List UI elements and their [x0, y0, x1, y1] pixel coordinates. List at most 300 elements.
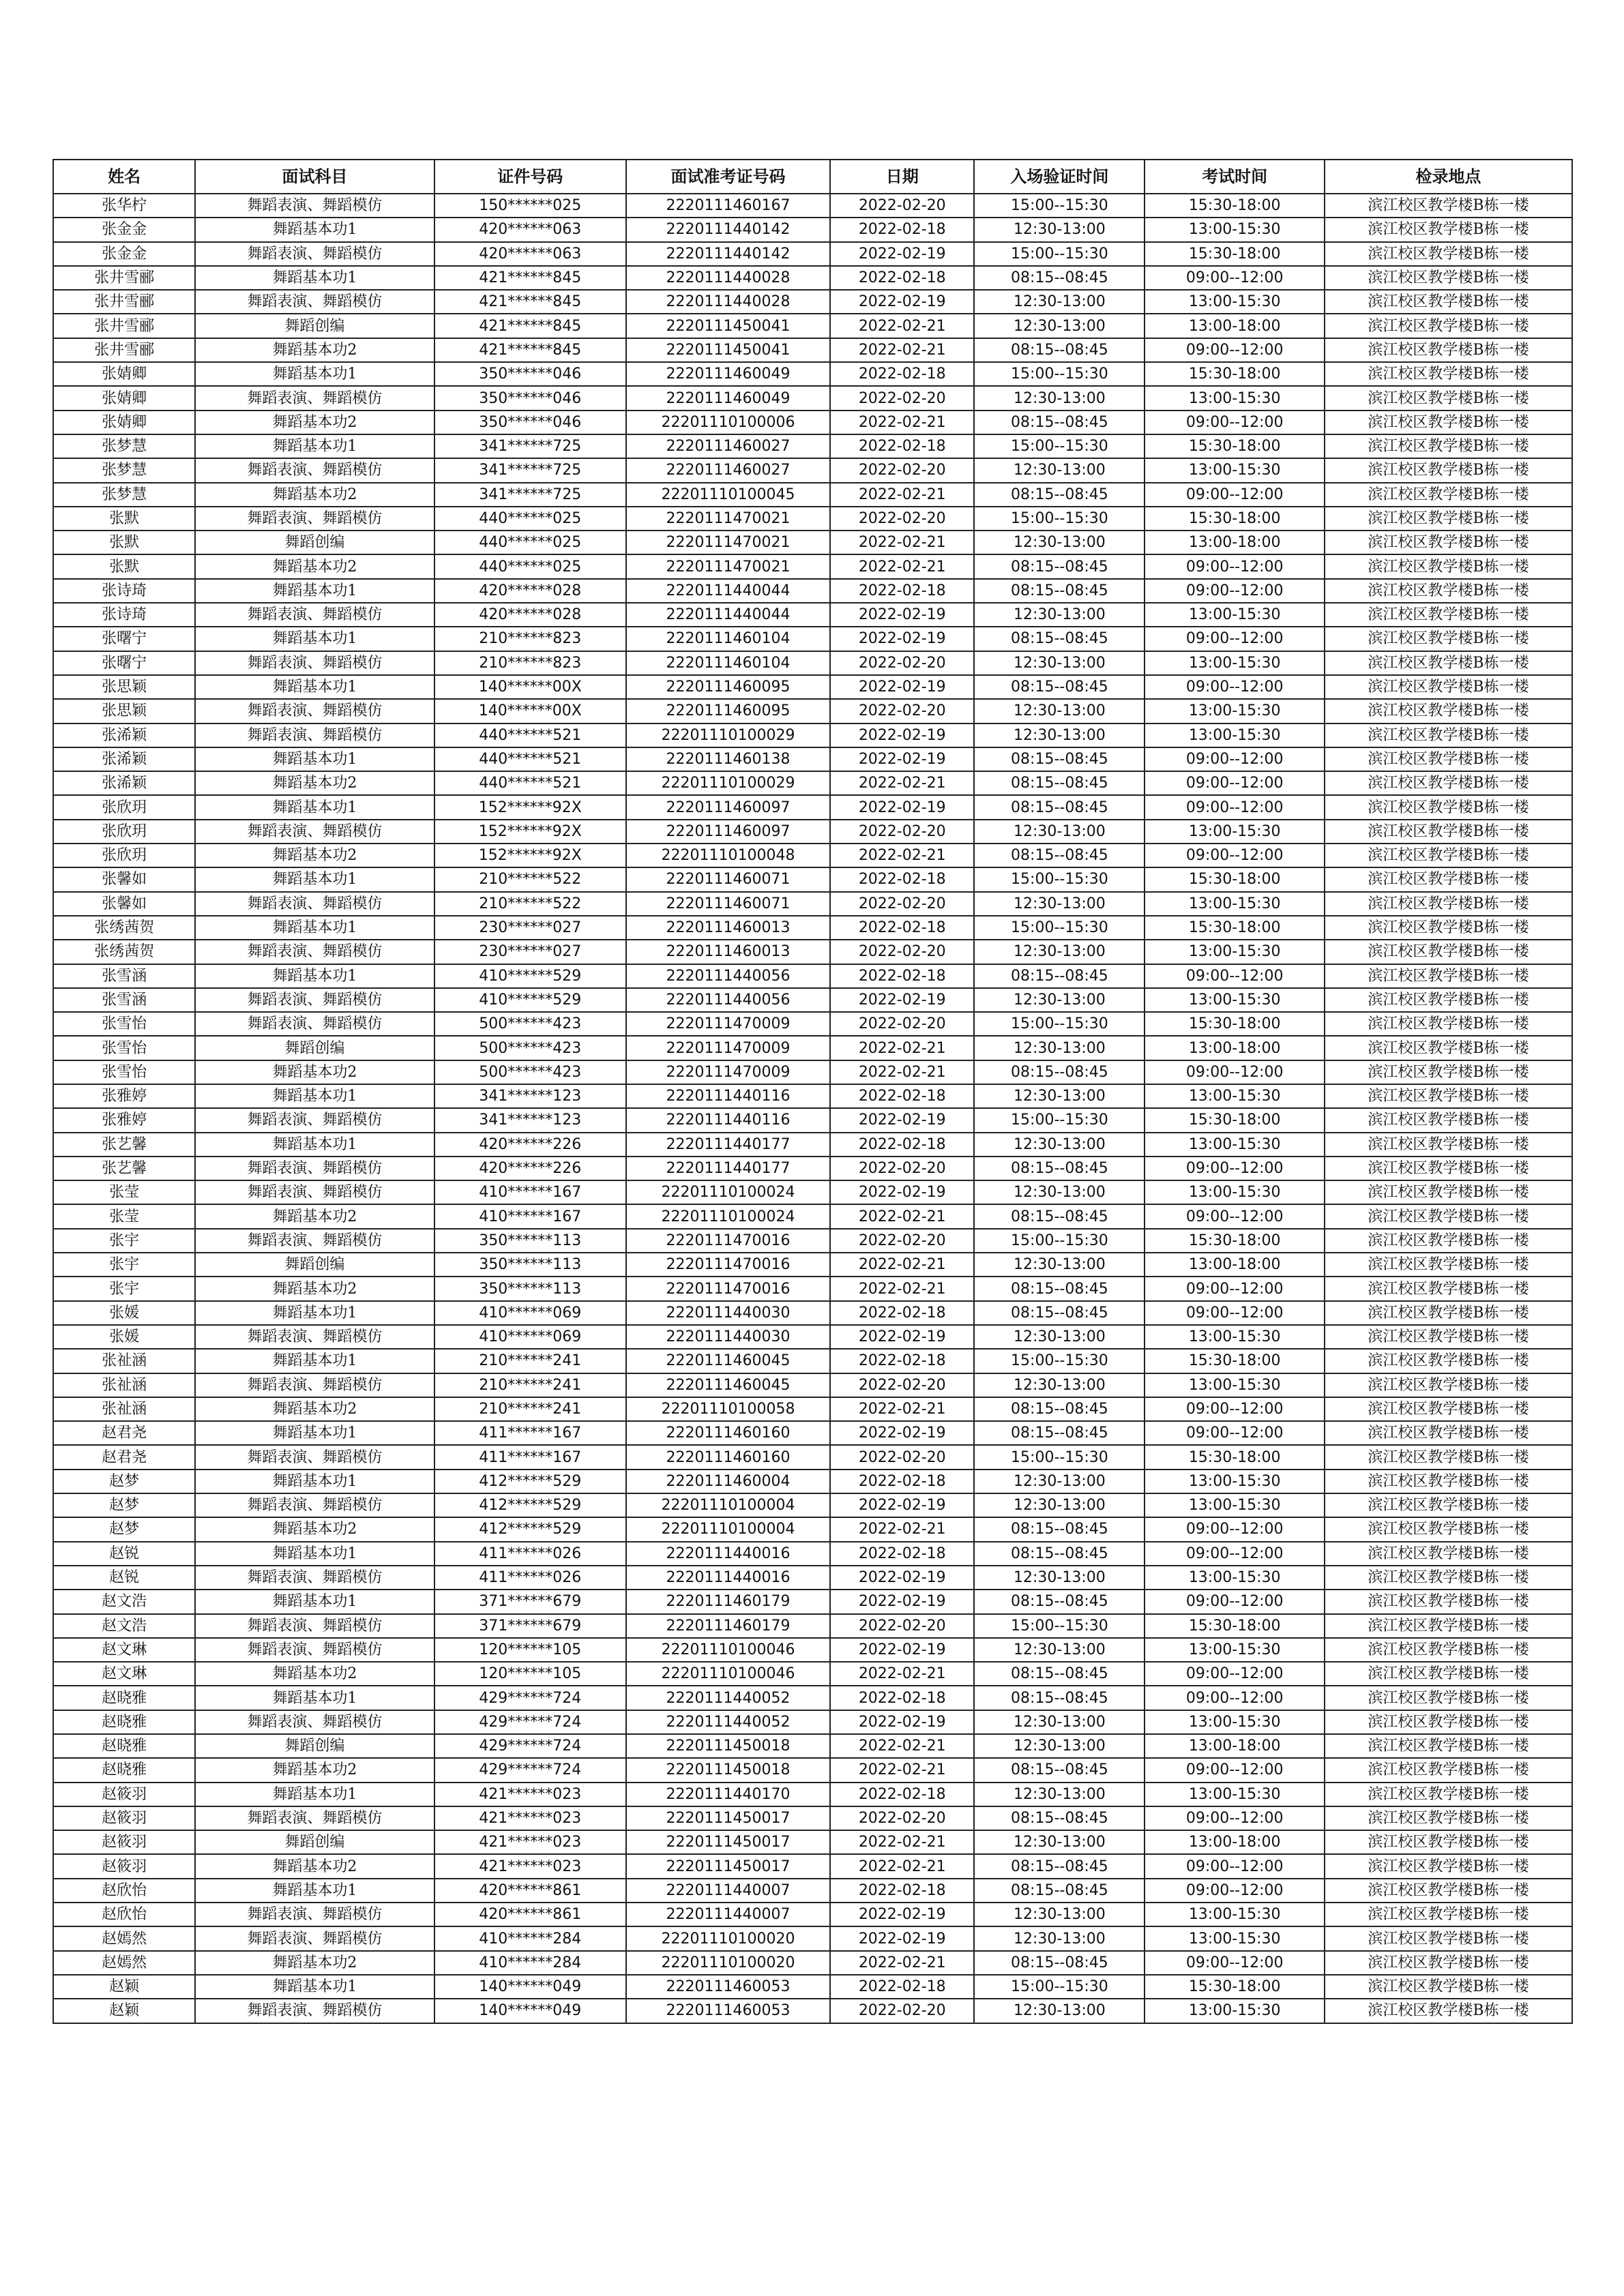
cell-subject: 舞蹈基本功1: [195, 1590, 434, 1613]
cell-exam-time: 15:30-18:00: [1145, 1229, 1325, 1253]
cell-name: 张雪怡: [53, 1060, 195, 1084]
cell-date: 2022-02-21: [830, 411, 974, 434]
cell-exam-time: 13:00-15:30: [1145, 1566, 1325, 1590]
cell-name: 张祉涵: [53, 1397, 195, 1421]
cell-checkin-time: 15:00--15:30: [974, 194, 1145, 218]
cell-name: 张井雪郦: [53, 266, 195, 290]
cell-admission-number: 22201110100029: [626, 724, 830, 747]
table-row: [53, 1879, 1572, 1903]
cell-location: 滨江校区教学楼B栋一楼: [1325, 988, 1572, 1012]
cell-name: 张宇: [53, 1229, 195, 1253]
table-row: [53, 1470, 1572, 1493]
table-row: [53, 1999, 1572, 2023]
cell-location: 滨江校区教学楼B栋一楼: [1325, 1975, 1572, 1999]
cell-location: 滨江校区教学楼B栋一楼: [1325, 338, 1572, 362]
cell-subject: 舞蹈表演、舞蹈模仿: [195, 242, 434, 266]
table-row: [53, 1975, 1572, 1999]
cell-subject: 舞蹈表演、舞蹈模仿: [195, 1373, 434, 1397]
cell-id-number: 410******069: [434, 1301, 626, 1325]
cell-checkin-time: 08:15--08:45: [974, 579, 1145, 603]
cell-id-number: 421******023: [434, 1830, 626, 1854]
cell-checkin-time: 12:30-13:00: [974, 1180, 1145, 1204]
cell-id-number: 429******724: [434, 1758, 626, 1782]
table-row: [53, 1686, 1572, 1710]
cell-admission-number: 2220111460104: [626, 627, 830, 651]
cell-id-number: 420******861: [434, 1903, 626, 1926]
cell-exam-time: 09:00--12:00: [1145, 1758, 1325, 1782]
col-header-subject: 面试科目: [195, 160, 434, 194]
cell-exam-time: 09:00--12:00: [1145, 1277, 1325, 1300]
cell-id-number: 420******226: [434, 1157, 626, 1180]
cell-id-number: 120******105: [434, 1638, 626, 1662]
cell-checkin-time: 08:15--08:45: [974, 844, 1145, 867]
cell-admission-number: 2220111460138: [626, 747, 830, 771]
cell-admission-number: 2220111440142: [626, 242, 830, 266]
cell-subject: 舞蹈表演、舞蹈模仿: [195, 1180, 434, 1204]
cell-date: 2022-02-18: [830, 266, 974, 290]
cell-id-number: 420******063: [434, 218, 626, 241]
cell-subject: 舞蹈表演、舞蹈模仿: [195, 724, 434, 747]
table-row: [53, 1012, 1572, 1036]
cell-name: 张金金: [53, 218, 195, 241]
cell-date: 2022-02-20: [830, 386, 974, 410]
cell-exam-time: 09:00--12:00: [1145, 627, 1325, 651]
cell-admission-number: 2220111460027: [626, 434, 830, 458]
cell-location: 滨江校区教学楼B栋一楼: [1325, 1614, 1572, 1638]
cell-name: 张婧卿: [53, 411, 195, 434]
cell-location: 滨江校区教学楼B栋一楼: [1325, 1397, 1572, 1421]
cell-admission-number: 2220111470009: [626, 1012, 830, 1036]
cell-exam-time: 09:00--12:00: [1145, 1879, 1325, 1903]
cell-id-number: 440******025: [434, 531, 626, 554]
cell-exam-time: 13:00-18:00: [1145, 1830, 1325, 1854]
cell-id-number: 371******679: [434, 1614, 626, 1638]
cell-name: 张媛: [53, 1325, 195, 1349]
cell-admission-number: 2220111460097: [626, 795, 830, 819]
cell-id-number: 350******113: [434, 1277, 626, 1300]
table-row: [53, 1517, 1572, 1541]
cell-date: 2022-02-21: [830, 844, 974, 867]
cell-checkin-time: 15:00--15:30: [974, 242, 1145, 266]
cell-admission-number: 22201110100004: [626, 1493, 830, 1517]
cell-admission-number: 22201110100048: [626, 844, 830, 867]
cell-subject: 舞蹈表演、舞蹈模仿: [195, 1445, 434, 1469]
cell-name: 张婧卿: [53, 362, 195, 386]
cell-date: 2022-02-18: [830, 867, 974, 891]
cell-exam-time: 09:00--12:00: [1145, 579, 1325, 603]
cell-exam-time: 15:30-18:00: [1145, 916, 1325, 940]
cell-id-number: 350******113: [434, 1229, 626, 1253]
cell-id-number: 341******123: [434, 1084, 626, 1108]
cell-date: 2022-02-19: [830, 1590, 974, 1613]
cell-checkin-time: 08:15--08:45: [974, 554, 1145, 578]
cell-subject: 舞蹈基本功1: [195, 362, 434, 386]
table-row: [53, 1060, 1572, 1084]
cell-date: 2022-02-21: [830, 1253, 974, 1277]
cell-checkin-time: 12:30-13:00: [974, 386, 1145, 410]
cell-id-number: 412******529: [434, 1517, 626, 1541]
cell-subject: 舞蹈表演、舞蹈模仿: [195, 1325, 434, 1349]
cell-date: 2022-02-18: [830, 1975, 974, 1999]
cell-id-number: 210******241: [434, 1373, 626, 1397]
cell-exam-time: 13:00-15:30: [1145, 1710, 1325, 1734]
cell-subject: 舞蹈表演、舞蹈模仿: [195, 820, 434, 844]
table-row: [53, 1349, 1572, 1373]
cell-checkin-time: 12:30-13:00: [974, 1710, 1145, 1734]
cell-checkin-time: 15:00--15:30: [974, 362, 1145, 386]
table-row: [53, 1758, 1572, 1782]
cell-exam-time: 13:00-15:30: [1145, 1373, 1325, 1397]
cell-checkin-time: 12:30-13:00: [974, 892, 1145, 916]
cell-checkin-time: 08:15--08:45: [974, 627, 1145, 651]
cell-exam-time: 13:00-15:30: [1145, 1783, 1325, 1806]
cell-exam-time: 09:00--12:00: [1145, 1301, 1325, 1325]
cell-date: 2022-02-20: [830, 892, 974, 916]
cell-exam-time: 13:00-15:30: [1145, 1493, 1325, 1517]
table-row: [53, 1397, 1572, 1421]
cell-id-number: 421******023: [434, 1806, 626, 1830]
cell-checkin-time: 12:30-13:00: [974, 1999, 1145, 2023]
cell-id-number: 420******028: [434, 579, 626, 603]
cell-name: 张婧卿: [53, 386, 195, 410]
cell-admission-number: 2220111460013: [626, 940, 830, 964]
cell-date: 2022-02-21: [830, 1951, 974, 1975]
cell-date: 2022-02-21: [830, 314, 974, 338]
cell-exam-time: 09:00--12:00: [1145, 1686, 1325, 1710]
cell-date: 2022-02-19: [830, 747, 974, 771]
cell-checkin-time: 15:00--15:30: [974, 507, 1145, 531]
cell-checkin-time: 08:15--08:45: [974, 1542, 1145, 1566]
cell-date: 2022-02-21: [830, 483, 974, 507]
cell-location: 滨江校区教学楼B栋一楼: [1325, 314, 1572, 338]
cell-id-number: 429******724: [434, 1686, 626, 1710]
cell-subject: 舞蹈创编: [195, 531, 434, 554]
table-row: [53, 1253, 1572, 1277]
cell-subject: 舞蹈表演、舞蹈模仿: [195, 1108, 434, 1132]
cell-name: 赵梦: [53, 1493, 195, 1517]
cell-name: 赵文琳: [53, 1662, 195, 1686]
cell-subject: 舞蹈表演、舞蹈模仿: [195, 507, 434, 531]
cell-admission-number: 2220111460004: [626, 1470, 830, 1493]
cell-date: 2022-02-20: [830, 820, 974, 844]
table-row: [53, 434, 1572, 458]
cell-admission-number: 2220111440142: [626, 218, 830, 241]
cell-admission-number: 2220111460179: [626, 1614, 830, 1638]
cell-id-number: 440******521: [434, 771, 626, 795]
cell-subject: 舞蹈基本功1: [195, 434, 434, 458]
cell-checkin-time: 08:15--08:45: [974, 1301, 1145, 1325]
table-row: [53, 724, 1572, 747]
cell-subject: 舞蹈表演、舞蹈模仿: [195, 940, 434, 964]
cell-admission-number: 2220111450041: [626, 338, 830, 362]
cell-id-number: 429******724: [434, 1710, 626, 1734]
cell-exam-time: 15:30-18:00: [1145, 1445, 1325, 1469]
cell-subject: 舞蹈基本功1: [195, 1975, 434, 1999]
cell-exam-time: 13:00-15:30: [1145, 1470, 1325, 1493]
cell-exam-time: 15:30-18:00: [1145, 1614, 1325, 1638]
cell-subject: 舞蹈基本功1: [195, 1133, 434, 1157]
cell-subject: 舞蹈基本功1: [195, 1783, 434, 1806]
cell-checkin-time: 12:30-13:00: [974, 1926, 1145, 1950]
table-row: [53, 795, 1572, 819]
cell-location: 滨江校区教学楼B栋一楼: [1325, 1349, 1572, 1373]
cell-subject: 舞蹈基本功1: [195, 1301, 434, 1325]
cell-id-number: 371******679: [434, 1590, 626, 1613]
cell-id-number: 140******049: [434, 1975, 626, 1999]
cell-name: 张浠颖: [53, 724, 195, 747]
cell-date: 2022-02-19: [830, 1710, 974, 1734]
cell-admission-number: 22201110100004: [626, 1517, 830, 1541]
cell-id-number: 411******026: [434, 1542, 626, 1566]
cell-location: 滨江校区教学楼B栋一楼: [1325, 892, 1572, 916]
cell-exam-time: 09:00--12:00: [1145, 1204, 1325, 1228]
cell-id-number: 420******861: [434, 1879, 626, 1903]
cell-date: 2022-02-19: [830, 795, 974, 819]
cell-checkin-time: 08:15--08:45: [974, 411, 1145, 434]
cell-exam-time: 09:00--12:00: [1145, 1854, 1325, 1878]
cell-name: 赵文浩: [53, 1614, 195, 1638]
cell-location: 滨江校区教学楼B栋一楼: [1325, 434, 1572, 458]
cell-date: 2022-02-20: [830, 1012, 974, 1036]
cell-location: 滨江校区教学楼B栋一楼: [1325, 1157, 1572, 1180]
col-header-checkin-time: 入场验证时间: [974, 160, 1145, 194]
cell-location: 滨江校区教学楼B栋一楼: [1325, 771, 1572, 795]
cell-id-number: 410******069: [434, 1325, 626, 1349]
cell-checkin-time: 12:30-13:00: [974, 1830, 1145, 1854]
table-row: [53, 554, 1572, 578]
table-row: [53, 1325, 1572, 1349]
cell-admission-number: 2220111470016: [626, 1229, 830, 1253]
cell-name: 张莹: [53, 1204, 195, 1228]
cell-id-number: 421******845: [434, 314, 626, 338]
cell-exam-time: 13:00-15:30: [1145, 940, 1325, 964]
cell-subject: 舞蹈基本功1: [195, 867, 434, 891]
cell-name: 赵筱羽: [53, 1854, 195, 1878]
cell-name: 赵筱羽: [53, 1830, 195, 1854]
cell-date: 2022-02-19: [830, 1903, 974, 1926]
cell-name: 张默: [53, 554, 195, 578]
cell-checkin-time: 12:30-13:00: [974, 699, 1145, 723]
cell-date: 2022-02-18: [830, 964, 974, 988]
cell-location: 滨江校区教学楼B栋一楼: [1325, 1999, 1572, 2023]
table-row: [53, 1301, 1572, 1325]
table-row: [53, 1084, 1572, 1108]
cell-checkin-time: 15:00--15:30: [974, 1229, 1145, 1253]
table-row: [53, 1036, 1572, 1060]
cell-subject: 舞蹈基本功1: [195, 747, 434, 771]
cell-id-number: 152******92X: [434, 795, 626, 819]
cell-checkin-time: 15:00--15:30: [974, 916, 1145, 940]
cell-name: 赵梦: [53, 1517, 195, 1541]
cell-date: 2022-02-18: [830, 1879, 974, 1903]
cell-checkin-time: 12:30-13:00: [974, 651, 1145, 675]
cell-location: 滨江校区教学楼B栋一楼: [1325, 579, 1572, 603]
cell-exam-time: 09:00--12:00: [1145, 1590, 1325, 1613]
cell-admission-number: 22201110100045: [626, 483, 830, 507]
cell-date: 2022-02-21: [830, 1277, 974, 1300]
cell-subject: 舞蹈创编: [195, 1253, 434, 1277]
cell-admission-number: 2220111460160: [626, 1421, 830, 1445]
cell-name: 张欣玥: [53, 844, 195, 867]
cell-exam-time: 13:00-18:00: [1145, 1253, 1325, 1277]
cell-location: 滨江校区教学楼B栋一楼: [1325, 1421, 1572, 1445]
cell-admission-number: 22201110100029: [626, 771, 830, 795]
cell-name: 张井雪郦: [53, 338, 195, 362]
cell-location: 滨江校区教学楼B栋一楼: [1325, 1445, 1572, 1469]
table-row: [53, 844, 1572, 867]
table-row: [53, 1662, 1572, 1686]
cell-checkin-time: 12:30-13:00: [974, 940, 1145, 964]
table-row: [53, 507, 1572, 531]
cell-checkin-time: 08:15--08:45: [974, 675, 1145, 699]
cell-subject: 舞蹈表演、舞蹈模仿: [195, 1903, 434, 1926]
cell-date: 2022-02-21: [830, 1734, 974, 1758]
cell-exam-time: 09:00--12:00: [1145, 1397, 1325, 1421]
cell-admission-number: 2220111440177: [626, 1157, 830, 1180]
cell-id-number: 350******113: [434, 1253, 626, 1277]
cell-date: 2022-02-20: [830, 699, 974, 723]
cell-id-number: 120******105: [434, 1662, 626, 1686]
cell-checkin-time: 15:00--15:30: [974, 1012, 1145, 1036]
cell-subject: 舞蹈表演、舞蹈模仿: [195, 1229, 434, 1253]
cell-date: 2022-02-19: [830, 1566, 974, 1590]
cell-exam-time: 13:00-15:30: [1145, 1926, 1325, 1950]
cell-id-number: 421******845: [434, 338, 626, 362]
cell-exam-time: 15:30-18:00: [1145, 362, 1325, 386]
cell-location: 滨江校区教学楼B栋一楼: [1325, 675, 1572, 699]
cell-date: 2022-02-21: [830, 1204, 974, 1228]
cell-subject: 舞蹈创编: [195, 1830, 434, 1854]
cell-date: 2022-02-19: [830, 627, 974, 651]
cell-subject: 舞蹈表演、舞蹈模仿: [195, 1614, 434, 1638]
cell-name: 张祉涵: [53, 1349, 195, 1373]
cell-date: 2022-02-19: [830, 290, 974, 314]
cell-id-number: 440******521: [434, 747, 626, 771]
cell-checkin-time: 15:00--15:30: [974, 867, 1145, 891]
cell-admission-number: 2220111450018: [626, 1734, 830, 1758]
table-row: [53, 1493, 1572, 1517]
cell-checkin-time: 12:30-13:00: [974, 724, 1145, 747]
cell-date: 2022-02-20: [830, 1229, 974, 1253]
cell-location: 滨江校区教学楼B栋一楼: [1325, 1806, 1572, 1830]
cell-date: 2022-02-18: [830, 1349, 974, 1373]
table-row: [53, 988, 1572, 1012]
cell-exam-time: 13:00-15:30: [1145, 1084, 1325, 1108]
cell-exam-time: 15:30-18:00: [1145, 194, 1325, 218]
cell-checkin-time: 08:15--08:45: [974, 1686, 1145, 1710]
cell-id-number: 140******049: [434, 1999, 626, 2023]
cell-exam-time: 13:00-18:00: [1145, 1734, 1325, 1758]
table-row: [53, 362, 1572, 386]
cell-location: 滨江校区教学楼B栋一楼: [1325, 1204, 1572, 1228]
table-row: [53, 892, 1572, 916]
cell-name: 张绣茜贺: [53, 916, 195, 940]
cell-location: 滨江校区教学楼B栋一楼: [1325, 411, 1572, 434]
cell-id-number: 411******167: [434, 1421, 626, 1445]
table-row: [53, 531, 1572, 554]
cell-admission-number: 2220111440116: [626, 1108, 830, 1132]
cell-id-number: 210******522: [434, 892, 626, 916]
cell-admission-number: 2220111440030: [626, 1325, 830, 1349]
cell-location: 滨江校区教学楼B栋一楼: [1325, 1783, 1572, 1806]
cell-checkin-time: 12:30-13:00: [974, 1325, 1145, 1349]
cell-checkin-time: 12:30-13:00: [974, 1373, 1145, 1397]
cell-location: 滨江校区教学楼B栋一楼: [1325, 1180, 1572, 1204]
header-row: [53, 160, 1572, 194]
cell-name: 张华柠: [53, 194, 195, 218]
cell-admission-number: 2220111440044: [626, 579, 830, 603]
cell-subject: 舞蹈表演、舞蹈模仿: [195, 988, 434, 1012]
table-row: [53, 290, 1572, 314]
cell-id-number: 140******00X: [434, 699, 626, 723]
cell-admission-number: 2220111460071: [626, 867, 830, 891]
cell-name: 张梦慧: [53, 458, 195, 482]
cell-name: 张诗琦: [53, 579, 195, 603]
table-row: [53, 1734, 1572, 1758]
cell-subject: 舞蹈表演、舞蹈模仿: [195, 1566, 434, 1590]
cell-admission-number: 2220111440177: [626, 1133, 830, 1157]
cell-subject: 舞蹈基本功2: [195, 1662, 434, 1686]
cell-subject: 舞蹈基本功2: [195, 1060, 434, 1084]
cell-id-number: 411******167: [434, 1445, 626, 1469]
cell-date: 2022-02-21: [830, 531, 974, 554]
cell-location: 滨江校区教学楼B栋一楼: [1325, 724, 1572, 747]
cell-date: 2022-02-21: [830, 771, 974, 795]
cell-admission-number: 22201110100024: [626, 1180, 830, 1204]
col-header-exam-time: 考试时间: [1145, 160, 1325, 194]
cell-checkin-time: 08:15--08:45: [974, 747, 1145, 771]
cell-exam-time: 09:00--12:00: [1145, 411, 1325, 434]
cell-admission-number: 2220111450017: [626, 1830, 830, 1854]
table-row: [53, 1180, 1572, 1204]
cell-date: 2022-02-19: [830, 1180, 974, 1204]
cell-location: 滨江校区教学楼B栋一楼: [1325, 1493, 1572, 1517]
cell-subject: 舞蹈基本功1: [195, 627, 434, 651]
cell-id-number: 341******725: [434, 434, 626, 458]
cell-id-number: 440******521: [434, 724, 626, 747]
cell-subject: 舞蹈创编: [195, 1036, 434, 1060]
cell-admission-number: 2220111440028: [626, 290, 830, 314]
cell-location: 滨江校区教学楼B栋一楼: [1325, 1686, 1572, 1710]
cell-name: 赵晓雅: [53, 1686, 195, 1710]
cell-id-number: 230******027: [434, 940, 626, 964]
cell-location: 滨江校区教学楼B栋一楼: [1325, 1903, 1572, 1926]
cell-checkin-time: 12:30-13:00: [974, 988, 1145, 1012]
cell-exam-time: 15:30-18:00: [1145, 242, 1325, 266]
cell-id-number: 420******226: [434, 1133, 626, 1157]
cell-subject: 舞蹈基本功1: [195, 1879, 434, 1903]
cell-id-number: 152******92X: [434, 844, 626, 867]
cell-exam-time: 13:00-15:30: [1145, 218, 1325, 241]
cell-id-number: 420******028: [434, 603, 626, 627]
table-row: [53, 675, 1572, 699]
cell-subject: 舞蹈基本功2: [195, 771, 434, 795]
cell-date: 2022-02-20: [830, 1445, 974, 1469]
cell-exam-time: 13:00-15:30: [1145, 290, 1325, 314]
cell-name: 张媛: [53, 1301, 195, 1325]
cell-location: 滨江校区教学楼B栋一楼: [1325, 1542, 1572, 1566]
cell-exam-time: 09:00--12:00: [1145, 483, 1325, 507]
table-row: [53, 1830, 1572, 1854]
cell-name: 张曙宁: [53, 627, 195, 651]
cell-exam-time: 13:00-15:30: [1145, 988, 1325, 1012]
col-header-name: 姓名: [53, 160, 195, 194]
cell-name: 张宇: [53, 1277, 195, 1300]
cell-location: 滨江校区教学楼B栋一楼: [1325, 362, 1572, 386]
cell-admission-number: 2220111440052: [626, 1710, 830, 1734]
cell-id-number: 210******522: [434, 867, 626, 891]
cell-date: 2022-02-21: [830, 554, 974, 578]
